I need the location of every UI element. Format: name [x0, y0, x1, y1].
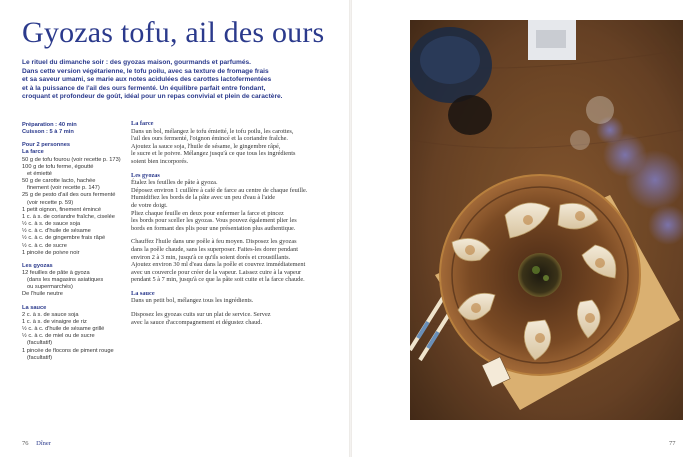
step-line: Ajoutez la sauce soja, l'huile de sésame, le gingembre râpé, — [131, 142, 281, 150]
intro-line: croquant et profondeur de goût, idéal pour un repas convivial et plein de caractère. — [22, 93, 283, 101]
ingredient-line: finement (voir recette p. 147) — [27, 185, 100, 192]
ingredients-heading-farce: La farce — [22, 149, 44, 156]
step-line: les bords pour sceller les gyozas. Vous pouvez également plier les — [131, 217, 297, 225]
step-line: avec la sauce d'accompagnement et dégustez chaud. — [131, 318, 263, 326]
ingredients-heading-gyozas: Les gyozas — [22, 262, 53, 269]
intro-line: et à la puissance de l'ail des ours fermenté. Un équilibre parfait entre fondant, — [22, 84, 266, 92]
ingredient-line: (facultatif) — [27, 354, 52, 361]
photo-illustration — [410, 20, 683, 420]
step-line: pendant 5 à 7 min, jusqu'à ce que la pâte soit cuite et la farce chaude. — [131, 276, 305, 284]
step-line: Ajoutez environ 30 ml d'eau dans la poêle et couvrez immédiatement — [131, 261, 306, 269]
right-page-number: 77 — [669, 440, 676, 447]
servings: Pour 2 personnes — [22, 142, 71, 149]
cooking-time: Cuisson : 5 à 7 min — [22, 129, 74, 136]
step-line: le sucre et le poivre. Mélangez jusqu'à ce que tous les ingrédients — [131, 150, 296, 158]
preparation-time: Préparation : 40 min — [22, 122, 77, 128]
ingredients-column — [22, 122, 122, 362]
step-line: Disposez les gyozas cuits sur un plat de service. Servez — [131, 311, 271, 319]
step-line: bords en formant des plis pour une présentation plus authentique. — [131, 224, 296, 232]
left-page-number: 76 — [22, 440, 29, 447]
step-line: l'ail des ours fermenté, l'oignon émincé et la coriandre fraîche. — [131, 135, 289, 143]
step-line: dans la poêle chaude, sans les superposer. Faites-les dorer pendant — [131, 245, 298, 253]
step-heading-farce: La farce — [131, 120, 154, 127]
ingredients-heading-sauce: La sauce — [22, 304, 47, 311]
step-line: Étalez les feuilles de pâte à gyoza. — [131, 179, 218, 187]
step-line: Déposez environ 1 cuillère à café de farce au centre de chaque feuille. — [131, 186, 308, 194]
step-line: environ 2 à 3 min, jusqu'à ce qu'ils soient dorés et croustillants. — [131, 253, 291, 261]
ingredient-line: 100 g de tofu ferme, égoutté — [22, 163, 94, 170]
recipe-intro — [22, 59, 302, 102]
step-line: Dans un bol, mélangez le tofu émietté, le tofu poilu, les carottes, — [131, 127, 294, 135]
recipe-title: Gyozas tofu, ail des ours — [22, 16, 325, 49]
ingredient-line: ½ c. à s. de sauce soja — [22, 221, 81, 228]
gyoza-plate-photo — [410, 20, 683, 420]
ingredient-line: ½ c. à c. d'huile de sésame — [22, 228, 91, 235]
ingredient-line: (dans les magasins asiatiques — [27, 277, 104, 284]
ingredient-line: 1 pincée de poivre noir — [22, 249, 80, 256]
ingredient-line: 50 g de tofu fourou (voir recette p. 173) — [22, 156, 121, 163]
ingredient-line: 1 pincée de flocons de piment rouge — [22, 347, 114, 354]
ingredient-line: De l'huile neutre — [22, 291, 63, 298]
ingredient-line: ½ c. à c. de gingembre frais râpé — [22, 235, 106, 242]
ingredient-line: ½ c. à c. d'huile de sésame grillé — [22, 326, 105, 333]
step-line: Dans un petit bol, mélangez tous les ingrédients. — [131, 297, 254, 305]
ingredient-line: 2 c. à s. de sauce soja — [22, 311, 79, 318]
ingredient-line: 12 feuilles de pâte à gyoza — [22, 269, 90, 276]
steps-column — [131, 120, 346, 326]
intro-line: Le rituel du dimanche soir : des gyozas maison, gourmands et parfumés. — [22, 59, 252, 66]
ingredient-line: 1 c. à s. de coriandre fraîche, ciselée — [22, 213, 115, 220]
footer-left — [22, 440, 51, 447]
ingredient-line: 1 petit oignon, finement émincé — [22, 206, 102, 213]
ingredient-line: ou supermarchés) — [27, 284, 73, 291]
step-line: soient bien incorporés. — [131, 157, 189, 165]
ingredient-line: et émietté — [27, 170, 52, 177]
step-line: Humidifiez les bords de la pâte avec un peu d'eau à l'aide — [131, 194, 276, 202]
step-line: avec un couvercle pour créer de la vapeur. Laissez cuire à la vapeur — [131, 268, 302, 276]
ingredient-line: ½ c. à c. de sucre — [22, 242, 67, 249]
book-gutter — [349, 0, 352, 457]
step-line: Pliez chaque feuille en deux pour enfermer la farce et pincez — [131, 209, 284, 217]
ingredient-line: 25 g de pesto d'ail des ours fermenté — [22, 192, 116, 199]
step-heading-sauce: La sauce — [131, 289, 155, 297]
intro-line: et sa saveur umami, se marie aux notes acidulées des carottes lactofermentées — [22, 76, 272, 84]
intro-line: Dans cette version végétarienne, le tofu poilu, avec sa texture de fromage frais — [22, 67, 269, 75]
step-line: de votre doigt. — [131, 201, 168, 209]
step-heading-gyozas: Les gyozas — [131, 171, 160, 179]
step-line: Chauffez l'huile dans une poêle à feu moyen. Disposez les gyozas — [131, 238, 297, 246]
ingredient-line: 50 g de carotte lacto, hachée — [22, 178, 96, 185]
ingredient-line: 1 c. à s. de vinaigre de riz — [22, 318, 87, 325]
ingredient-line: ½ c. à c. de miel ou de sucre — [22, 333, 95, 340]
section-name: Dîner — [36, 440, 51, 447]
ingredient-line: (facultatif) — [27, 340, 52, 347]
ingredient-line: (voir recette p. 59) — [27, 199, 74, 206]
